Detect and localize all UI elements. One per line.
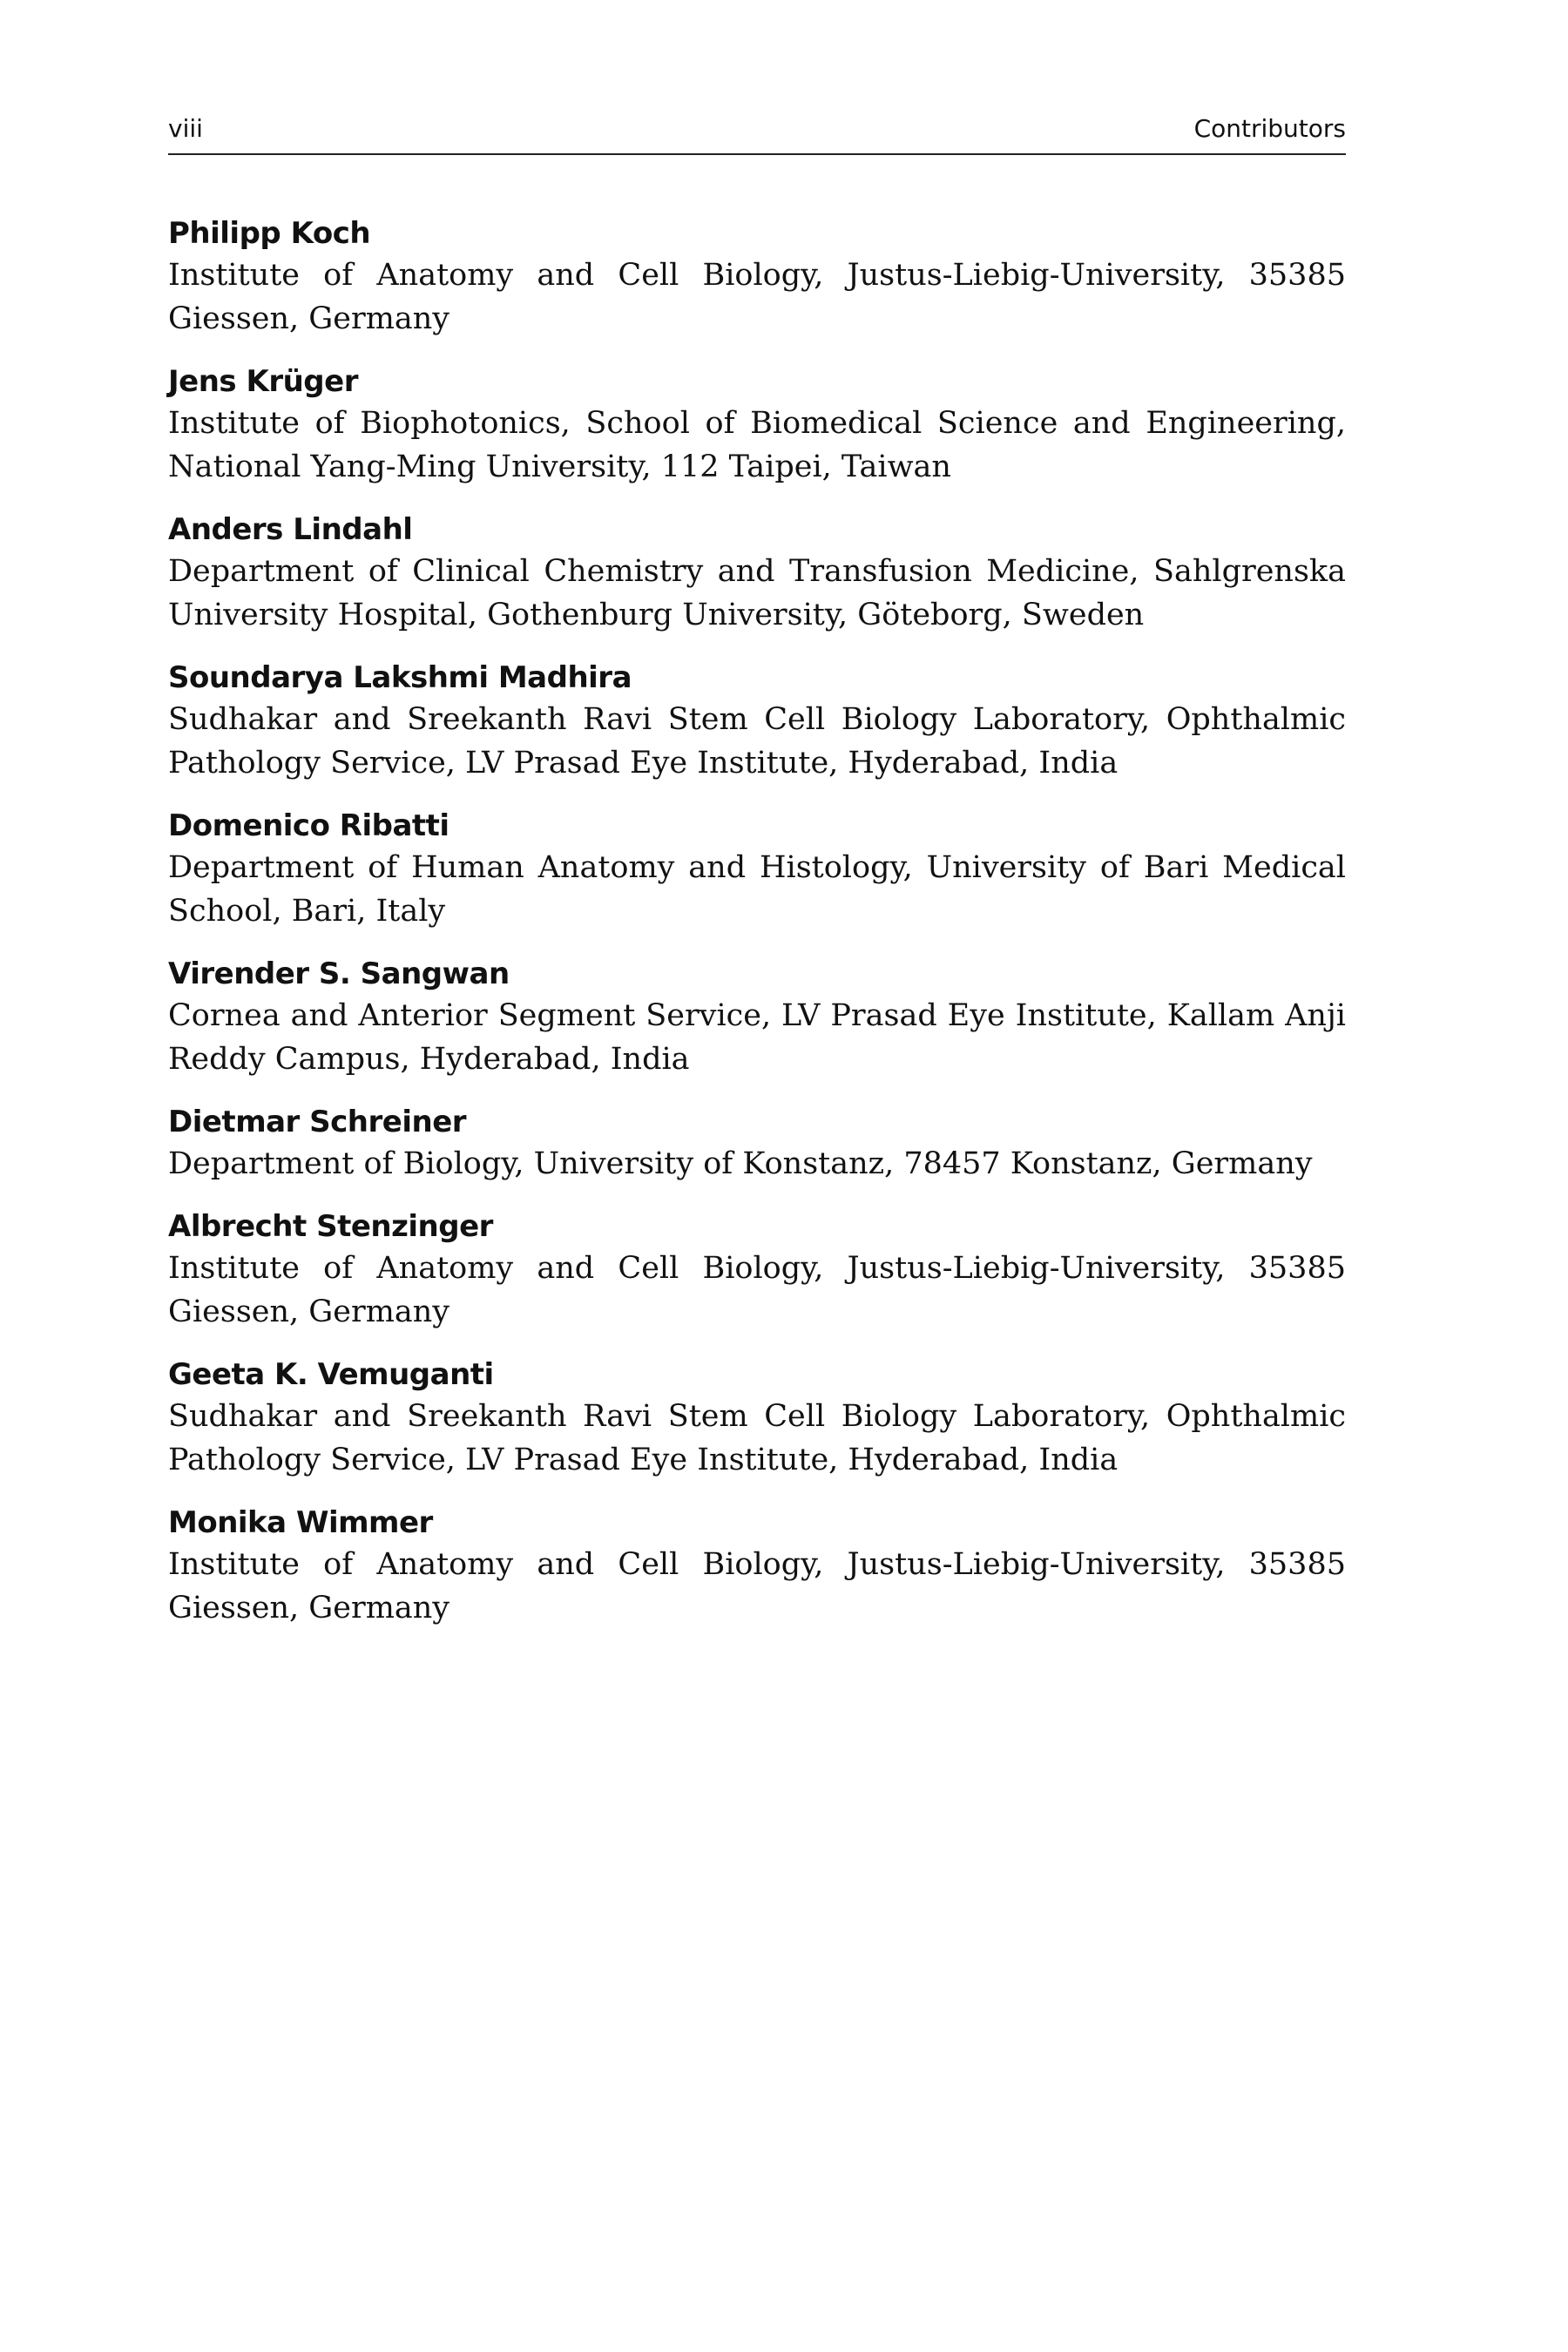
contributor-entry	[168, 806, 1346, 933]
contributor-affiliation: Cornea and Anterior Segment Service, LV Prasad Eye Institute, Kallam Anji Reddy Campus, Hyderabad, India	[168, 998, 1346, 1077]
contributor-entry	[168, 1355, 1346, 1482]
contributor-name: Albrecht Stenzinger	[168, 1209, 493, 1244]
contributor-entry	[168, 1102, 1346, 1186]
contributor-name: Geeta K. Vemuganti	[168, 1357, 494, 1392]
contributor-entry	[168, 954, 1346, 1081]
contributor-name: Philipp Koch	[168, 216, 371, 251]
contributor-entry	[168, 213, 1346, 341]
contributor-affiliation: Department of Clinical Chemistry and Transfusion Medicine, Sahlgrenska University Hospital, Gothenburg University, Göteborg, Sweden	[168, 554, 1346, 632]
contributor-affiliation: Sudhakar and Sreekanth Ravi Stem Cell Biology Laboratory, Ophthalmic Pathology Service, LV Prasad Eye Institute, Hyderabad, India	[168, 702, 1346, 781]
contributor-name: Domenico Ribatti	[168, 808, 449, 843]
contributor-name: Virender S. Sangwan	[168, 956, 510, 991]
contributor-entry	[168, 362, 1346, 489]
contributor-affiliation: Department of Human Anatomy and Histology, University of Bari Medical School, Bari, Italy	[168, 850, 1346, 929]
contributor-entry	[168, 1206, 1346, 1334]
running-head	[168, 112, 1346, 155]
contributor-name: Anders Lindahl	[168, 512, 413, 547]
contributor-name: Dietmar Schreiner	[168, 1105, 467, 1139]
contributor-entry	[168, 510, 1346, 637]
contributor-affiliation: Sudhakar and Sreekanth Ravi Stem Cell Biology Laboratory, Ophthalmic Pathology Service, LV Prasad Eye Institute, Hyderabad, India	[168, 1399, 1346, 1477]
contributor-list	[168, 213, 1346, 1651]
contributor-name: Monika Wimmer	[168, 1505, 433, 1540]
contributor-affiliation: Institute of Anatomy and Cell Biology, Justus-Liebig-University, 35385 Giessen, Germany	[168, 258, 1346, 336]
contributor-name: Soundarya Lakshmi Madhira	[168, 660, 632, 695]
contributor-entry	[168, 1503, 1346, 1630]
section-title: Contributors	[1193, 114, 1346, 143]
contributor-name: Jens Krüger	[168, 364, 358, 399]
contributor-affiliation: Institute of Anatomy and Cell Biology, Justus-Liebig-University, 35385 Giessen, Germany	[168, 1547, 1346, 1625]
page-number: viii	[168, 114, 203, 143]
contributor-affiliation: Institute of Biophotonics, School of Biomedical Science and Engineering, National Yang-Ming University, 112 Taipei, Taiwan	[168, 406, 1346, 484]
contributor-affiliation: Department of Biology, University of Konstanz, 78457 Konstanz, Germany	[168, 1146, 1313, 1181]
contributor-entry	[168, 658, 1346, 785]
contributor-affiliation: Institute of Anatomy and Cell Biology, Justus-Liebig-University, 35385 Giessen, Germany	[168, 1251, 1346, 1329]
